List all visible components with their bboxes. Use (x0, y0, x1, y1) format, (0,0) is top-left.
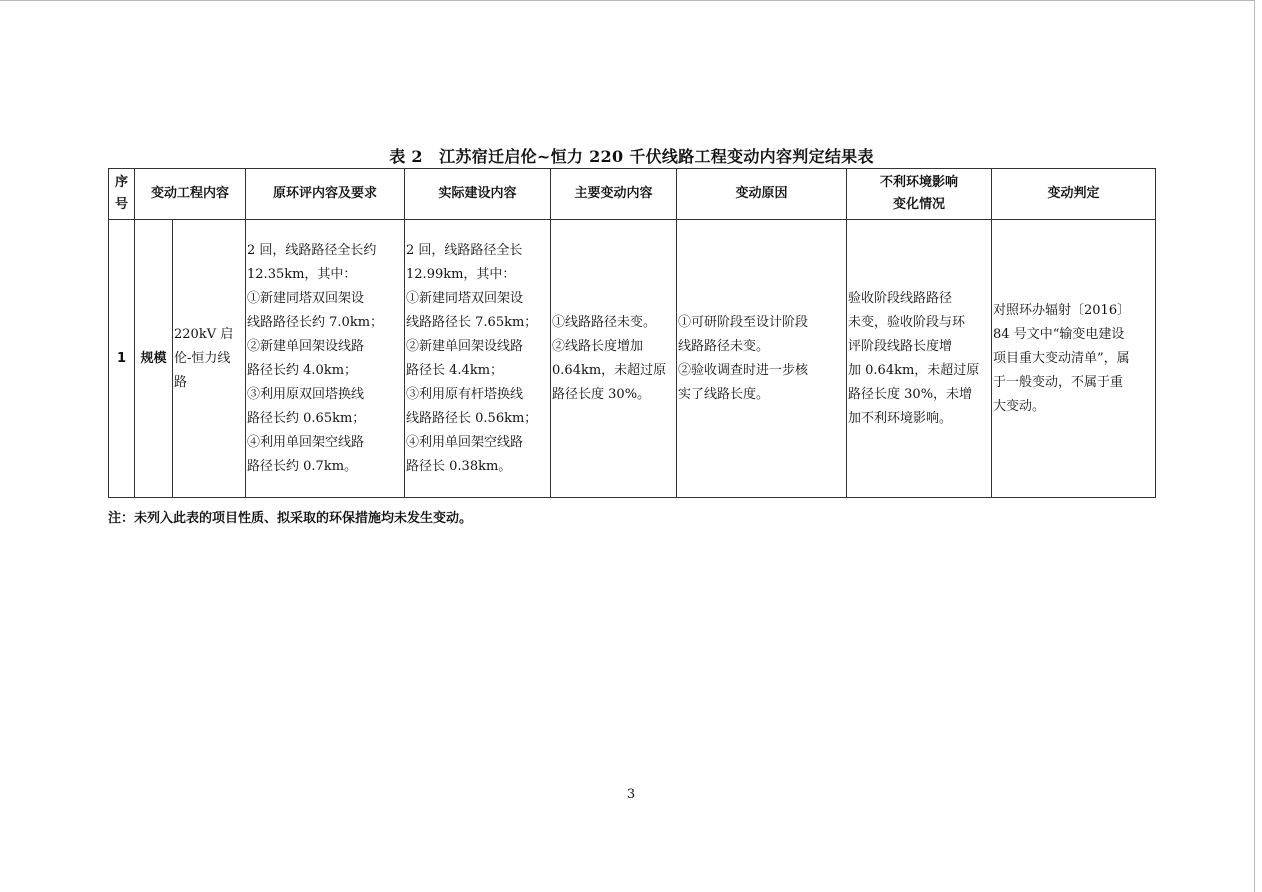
header-reason: 变动原因 (677, 169, 847, 220)
table-note: 注：未列入此表的项目性质、拟采取的环保措施均未发生变动。 (108, 511, 473, 526)
row-change: ①线路路径未变。 ②线路长度增加 0.64km，未超过原 路径长度 30%。 (551, 220, 677, 498)
result-table (108, 168, 1156, 498)
row-actual: 2 回，线路路径全长 12.99km，其中： ①新建同塔双回架设 线路路径长 7.65km； ②新建单回架设线路 路径长 4.4km； ③利用原有杆塔换线 线路路径长 0.56km； ④利用单回架空线路 路径长 0.38km。 (405, 220, 551, 498)
header-item: 变动工程内容 (135, 169, 246, 220)
header-change: 主要变动内容 (551, 169, 677, 220)
table-row (109, 220, 1156, 498)
row-original: 2 回，线路路径全长约 12.35km，其中： ①新建同塔双回架设 线路路径长约 7.0km； ②新建单回架设线路 路径长约 4.0km； ③利用原双回塔换线 路径长约 0.65km； ④利用单回架空线路 路径长约 0.7km。 (246, 220, 405, 498)
header-actual: 实际建设内容 (405, 169, 551, 220)
row-category: 规模 (135, 220, 173, 498)
row-reason: ①可研阶段至设计阶段 线路路径未变。 ②验收调查时进一步核 实了线路长度。 (677, 220, 847, 498)
header-index: 序 号 (109, 169, 135, 220)
row-index: 1 (109, 220, 135, 498)
table-title: 表 2 江苏宿迁启伦~恒力 220 千伏线路工程变动内容判定结果表 (389, 147, 874, 166)
header-original: 原环评内容及要求 (246, 169, 405, 220)
row-judgement: 对照环办辐射〔2016〕 84 号文中“输变电建设 项目重大变动清单”，属 于一般变动，不属于重 大变动。 (992, 220, 1156, 498)
header-env-impact: 不利环境影响 变化情况 (847, 169, 992, 220)
table-header-row (109, 169, 1156, 220)
row-item: 220kV 启 伦-恒力线 路 (173, 220, 246, 498)
header-judgement: 变动判定 (992, 169, 1156, 220)
row-env-impact: 验收阶段线路路径 未变，验收阶段与环 评阶段线路长度增 加 0.64km，未超过原 路径长度 30%，未增 加不利环境影响。 (847, 220, 992, 498)
page-number: 3 (626, 787, 636, 802)
